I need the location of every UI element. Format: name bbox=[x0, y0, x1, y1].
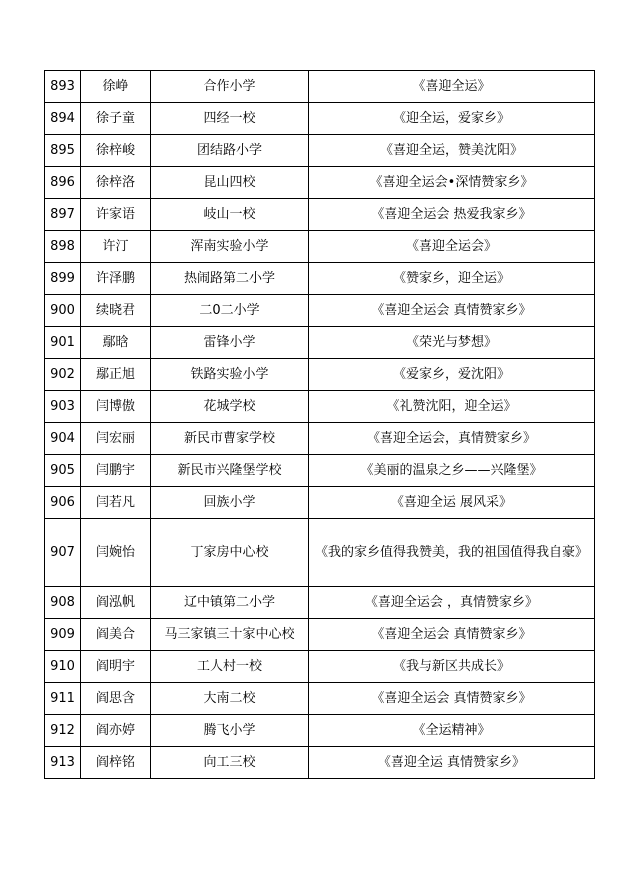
entry-number-cell: 905 bbox=[45, 455, 81, 487]
work-title-cell: 《迎全运，爱家乡》 bbox=[309, 103, 595, 135]
student-name-cell: 阎亦婷 bbox=[81, 715, 151, 747]
school-name-cell: 昆山四校 bbox=[151, 167, 309, 199]
table-row bbox=[45, 199, 595, 231]
student-name-cell: 鄢正旭 bbox=[81, 359, 151, 391]
student-name-cell: 阎思含 bbox=[81, 683, 151, 715]
school-name-cell: 回族小学 bbox=[151, 487, 309, 519]
table-row bbox=[45, 619, 595, 651]
work-title-cell: 《喜迎全运会》 bbox=[309, 231, 595, 263]
school-name-cell: 岐山一校 bbox=[151, 199, 309, 231]
work-title-cell: 《美丽的温泉之乡——兴隆堡》 bbox=[309, 455, 595, 487]
school-name-cell: 花城学校 bbox=[151, 391, 309, 423]
entry-number-cell: 895 bbox=[45, 135, 81, 167]
table-row bbox=[45, 231, 595, 263]
work-title-cell: 《赞家乡，迎全运》 bbox=[309, 263, 595, 295]
work-title-cell: 《喜迎全运会 ，真情赞家乡》 bbox=[309, 587, 595, 619]
student-name-cell: 许汀 bbox=[81, 231, 151, 263]
entry-number-cell: 894 bbox=[45, 103, 81, 135]
student-name-cell: 续晓君 bbox=[81, 295, 151, 327]
work-title-cell: 《喜迎全运 展风采》 bbox=[309, 487, 595, 519]
work-title-cell: 《我与新区共成长》 bbox=[309, 651, 595, 683]
table-row bbox=[45, 359, 595, 391]
roster-table bbox=[44, 70, 595, 779]
table-row bbox=[45, 327, 595, 359]
student-name-cell: 阎明宇 bbox=[81, 651, 151, 683]
student-name-cell: 闫鹏宇 bbox=[81, 455, 151, 487]
table-row bbox=[45, 683, 595, 715]
school-name-cell: 雷锋小学 bbox=[151, 327, 309, 359]
table-row bbox=[45, 135, 595, 167]
entry-number-cell: 899 bbox=[45, 263, 81, 295]
school-name-cell: 向工三校 bbox=[151, 747, 309, 779]
work-title-cell: 《喜迎全运会 真情赞家乡》 bbox=[309, 619, 595, 651]
student-name-cell: 闫宏丽 bbox=[81, 423, 151, 455]
table-row bbox=[45, 167, 595, 199]
student-name-cell: 徐梓峻 bbox=[81, 135, 151, 167]
entry-number-cell: 911 bbox=[45, 683, 81, 715]
table-row bbox=[45, 423, 595, 455]
student-name-cell: 闫博傲 bbox=[81, 391, 151, 423]
student-name-cell: 徐子童 bbox=[81, 103, 151, 135]
work-title-cell: 《喜迎全运》 bbox=[309, 71, 595, 103]
work-title-cell: 《喜迎全运会 热爱我家乡》 bbox=[309, 199, 595, 231]
school-name-cell: 工人村一校 bbox=[151, 651, 309, 683]
table-row bbox=[45, 587, 595, 619]
student-name-cell: 徐梓洛 bbox=[81, 167, 151, 199]
student-name-cell: 闫若凡 bbox=[81, 487, 151, 519]
student-name-cell: 许家语 bbox=[81, 199, 151, 231]
table-row bbox=[45, 519, 595, 587]
school-name-cell: 马三家镇三十家中心校 bbox=[151, 619, 309, 651]
entry-number-cell: 910 bbox=[45, 651, 81, 683]
table-row bbox=[45, 715, 595, 747]
table-row bbox=[45, 295, 595, 327]
work-title-cell: 《喜迎全运，赞美沈阳》 bbox=[309, 135, 595, 167]
table-row bbox=[45, 747, 595, 779]
school-name-cell: 铁路实验小学 bbox=[151, 359, 309, 391]
student-name-cell: 鄢晗 bbox=[81, 327, 151, 359]
entry-number-cell: 897 bbox=[45, 199, 81, 231]
school-name-cell: 大南二校 bbox=[151, 683, 309, 715]
student-name-cell: 徐峥 bbox=[81, 71, 151, 103]
table-row bbox=[45, 487, 595, 519]
student-name-cell: 阎美合 bbox=[81, 619, 151, 651]
table-row bbox=[45, 455, 595, 487]
table-row bbox=[45, 651, 595, 683]
table-row bbox=[45, 391, 595, 423]
school-name-cell: 浑南实验小学 bbox=[151, 231, 309, 263]
work-title-cell: 《喜迎全运 真情赞家乡》 bbox=[309, 747, 595, 779]
work-title-cell: 《喜迎全运会•深情赞家乡》 bbox=[309, 167, 595, 199]
entry-number-cell: 898 bbox=[45, 231, 81, 263]
entry-number-cell: 907 bbox=[45, 519, 81, 587]
entry-number-cell: 908 bbox=[45, 587, 81, 619]
school-name-cell: 团结路小学 bbox=[151, 135, 309, 167]
school-name-cell: 四经一校 bbox=[151, 103, 309, 135]
work-title-cell: 《我的家乡值得我赞美，我的祖国值得我自豪》 bbox=[309, 519, 595, 587]
school-name-cell: 腾飞小学 bbox=[151, 715, 309, 747]
roster-table-body bbox=[45, 71, 595, 779]
entry-number-cell: 909 bbox=[45, 619, 81, 651]
entry-number-cell: 902 bbox=[45, 359, 81, 391]
entry-number-cell: 906 bbox=[45, 487, 81, 519]
work-title-cell: 《礼赞沈阳，迎全运》 bbox=[309, 391, 595, 423]
entry-number-cell: 896 bbox=[45, 167, 81, 199]
entry-number-cell: 900 bbox=[45, 295, 81, 327]
student-name-cell: 闫婉怡 bbox=[81, 519, 151, 587]
work-title-cell: 《全运精神》 bbox=[309, 715, 595, 747]
school-name-cell: 丁家房中心校 bbox=[151, 519, 309, 587]
school-name-cell: 新民市曹家学校 bbox=[151, 423, 309, 455]
school-name-cell: 辽中镇第二小学 bbox=[151, 587, 309, 619]
school-name-cell: 热闹路第二小学 bbox=[151, 263, 309, 295]
student-name-cell: 阎梓铭 bbox=[81, 747, 151, 779]
work-title-cell: 《喜迎全运会，真情赞家乡》 bbox=[309, 423, 595, 455]
work-title-cell: 《爱家乡，爱沈阳》 bbox=[309, 359, 595, 391]
student-name-cell: 许泽鹏 bbox=[81, 263, 151, 295]
table-row bbox=[45, 103, 595, 135]
work-title-cell: 《荣光与梦想》 bbox=[309, 327, 595, 359]
table-row bbox=[45, 263, 595, 295]
work-title-cell: 《喜迎全运会 真情赞家乡》 bbox=[309, 683, 595, 715]
table-row bbox=[45, 71, 595, 103]
school-name-cell: 合作小学 bbox=[151, 71, 309, 103]
entry-number-cell: 913 bbox=[45, 747, 81, 779]
entry-number-cell: 901 bbox=[45, 327, 81, 359]
student-name-cell: 阎泓帆 bbox=[81, 587, 151, 619]
school-name-cell: 新民市兴隆堡学校 bbox=[151, 455, 309, 487]
entry-number-cell: 903 bbox=[45, 391, 81, 423]
school-name-cell: 二0二小学 bbox=[151, 295, 309, 327]
entry-number-cell: 904 bbox=[45, 423, 81, 455]
work-title-cell: 《喜迎全运会 真情赞家乡》 bbox=[309, 295, 595, 327]
entry-number-cell: 893 bbox=[45, 71, 81, 103]
entry-number-cell: 912 bbox=[45, 715, 81, 747]
